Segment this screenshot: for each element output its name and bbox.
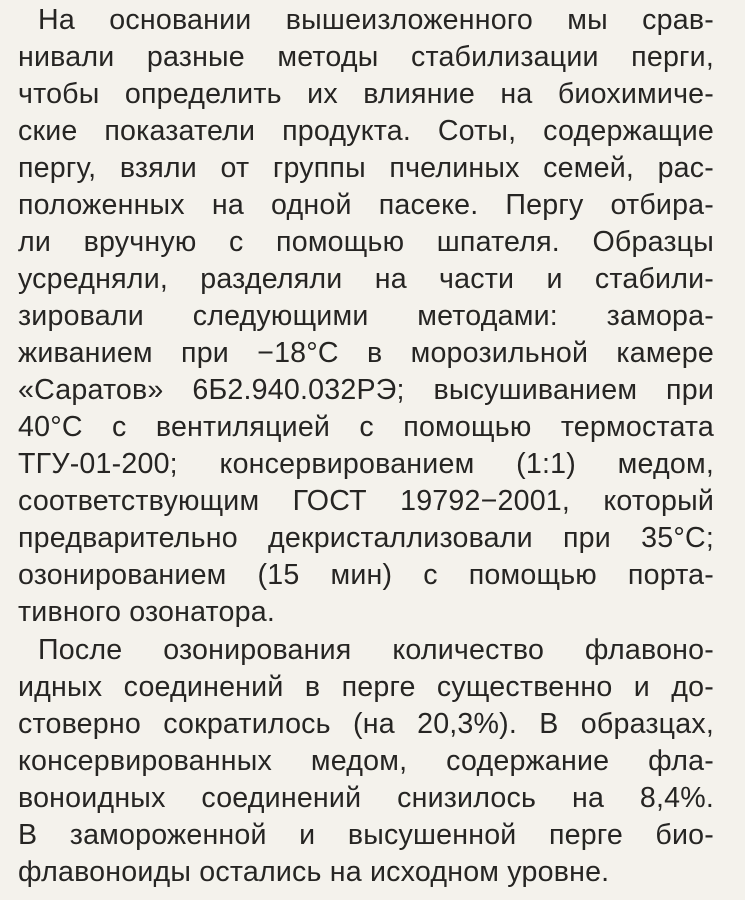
text-line: 40°С с вентиляцией с помощью термостата <box>18 411 714 443</box>
text-line: На основании вышеизложенного мы срав- <box>38 4 714 36</box>
text-line: усредняли, разделяли на части и стабили- <box>18 263 714 295</box>
text-line: идных соединений в перге существенно и до- <box>18 671 714 703</box>
text-line: пергу, взяли от группы пчелиных семей, рас- <box>18 152 714 184</box>
text-line: положенных на одной пасеке. Пергу отбира- <box>18 189 714 221</box>
text-line: ли вручную с помощью шпателя. Образцы <box>18 226 714 258</box>
text-line: чтобы определить их влияние на биохимиче- <box>18 78 714 110</box>
text-line: тивного озонатора. <box>18 596 275 628</box>
text-line: воноидных соединений снизилось на 8,4%. <box>18 782 714 814</box>
text-line: соответствующим ГОСТ 19792−2001, который <box>18 485 714 517</box>
text-line: предварительно декристаллизовали при 35°С; <box>18 522 714 554</box>
text-line: ТГУ-01-200; консервированием (1:1) медом, <box>18 448 714 480</box>
text-line: нивали разные методы стабилизации перги, <box>18 41 714 73</box>
text-line: ские показатели продукта. Соты, содержащие <box>18 115 714 147</box>
text-line: озонированием (15 мин) с помощью порта- <box>18 559 714 591</box>
text-line: В замороженной и высушенной перге био- <box>18 819 714 851</box>
text-line: живанием при −18°С в морозильной камере <box>18 337 714 369</box>
text-line: зировали следующими методами: замора- <box>18 300 714 332</box>
text-line: стоверно сократилось (на 20,3%). В образцах, <box>18 708 714 740</box>
text-line: После озонирования количество флавоно- <box>38 634 714 666</box>
text-line: «Саратов» 6Б2.940.032РЭ; высушиванием при <box>18 374 714 406</box>
text-line: консервированных медом, содержание фла- <box>18 745 714 777</box>
text-line: флавоноиды остались на исходном уровне. <box>18 856 610 888</box>
